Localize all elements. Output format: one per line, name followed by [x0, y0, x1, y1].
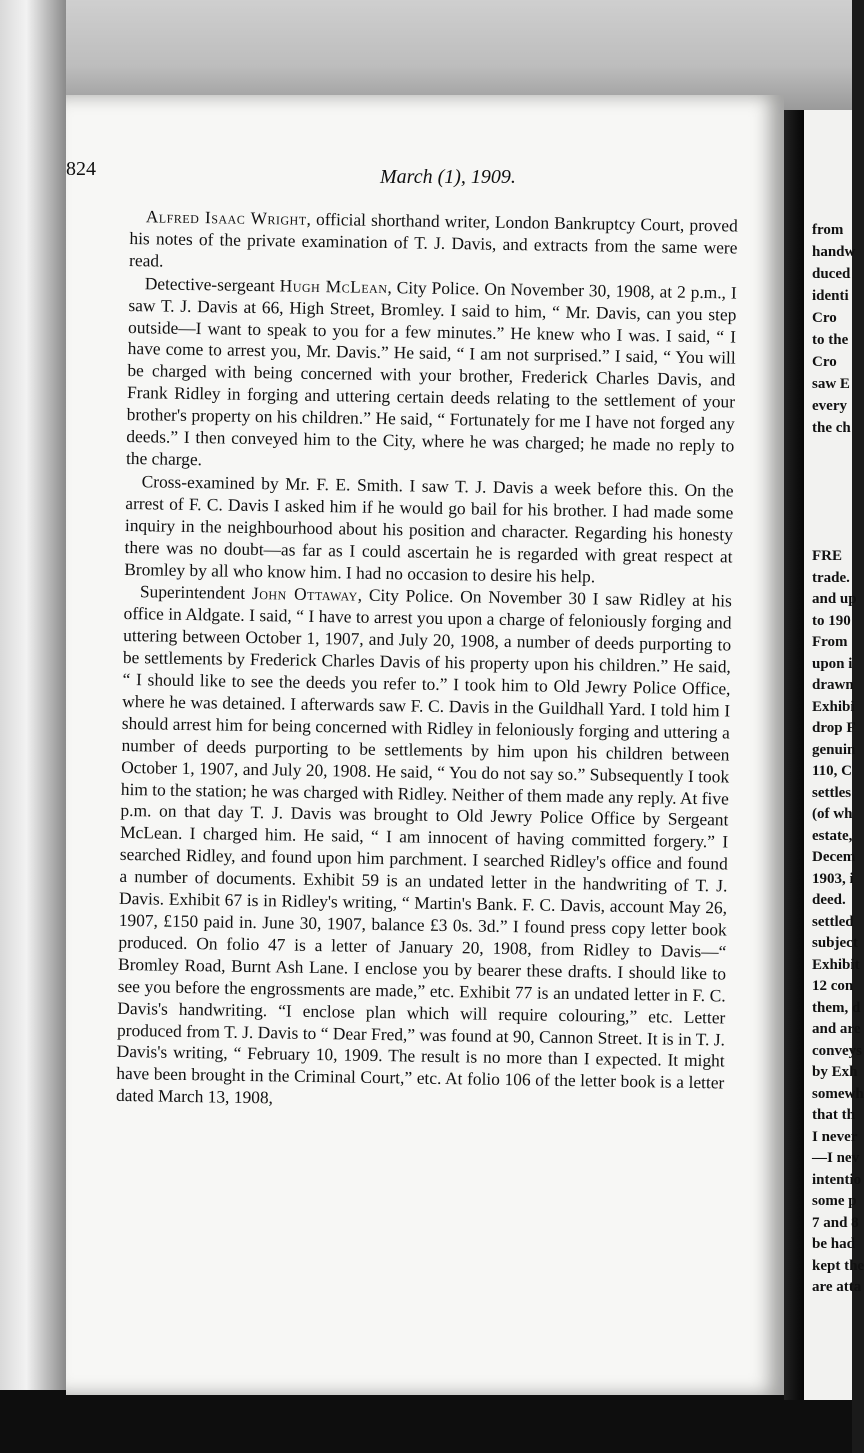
witness-name: John Ottaway: [251, 583, 358, 606]
paragraph-prefix: Superintendent: [139, 581, 253, 604]
facing-page-fragment: 1903, i: [812, 870, 854, 887]
facing-page-fragment: duced: [812, 266, 851, 282]
facing-page-fragment: settles: [812, 784, 852, 801]
facing-page-fragment: from: [812, 222, 844, 238]
facing-page-fragment: (of wh: [812, 806, 853, 822]
page-title: March (1), 1909.: [380, 166, 516, 188]
facing-page-fragment: to the: [812, 332, 849, 348]
facing-page-fragment: and up: [812, 591, 857, 607]
scan-left-edge: [0, 0, 66, 1453]
paragraph: [129, 206, 738, 281]
paragraph-text: , City Police. On November 30, 1908, at 2 p.m., I saw T. J. Davis at 66, High Street, Bromley. I said to him, “ Mr. Davis, can you step outside—I want to speak to you for a few minutes.” He knew who I was. I said, “ I have come to arrest you, Mr. Davis.” He said, “ I am not surprised.” I said, “ You will be charged with being concerned with your brother, Frederick Charles Davis, and Frank Ridley in forging and uttering certain deeds relating to the settlement of your brother's property on his children.” He said, “ Fortunately for me I have not forged any deeds.” I then conveyed him to the City, where he was charged; he made no reply to the charge.: [125, 276, 737, 470]
facing-page-fragment: handw: [812, 244, 856, 260]
paragraph-prefix: Detective-sergeant: [144, 272, 280, 296]
scan-bottom-shadow: [0, 1390, 852, 1453]
facing-page-fragment: intentio: [812, 1171, 862, 1188]
facing-page-fragment: FRE: [812, 548, 842, 564]
facing-page-fragment: some p: [812, 1193, 857, 1209]
scan-top-margin: [0, 0, 852, 110]
body-text: [116, 206, 738, 1118]
facing-page-fragment: Cro: [812, 354, 837, 370]
facing-page-fragment: that th: [812, 1107, 855, 1123]
paragraph: [126, 273, 737, 480]
facing-page-fragment: by Exh: [812, 1064, 858, 1080]
facing-page-fragment: to 190: [812, 612, 851, 629]
facing-page-fragment: genuin: [812, 741, 856, 758]
witness-name: Hugh McLean: [279, 275, 388, 297]
facing-page-fragment: Decem: [812, 849, 856, 865]
facing-page-fragment: 12 con: [812, 978, 854, 994]
facing-page-fragment: saw E: [812, 376, 850, 392]
facing-page-fragment: I never: [812, 1128, 858, 1145]
facing-page-fragment: conveys: [812, 1042, 862, 1059]
facing-page-fragment: Cro: [812, 310, 837, 326]
facing-page-fragment: and are: [812, 1021, 861, 1037]
facing-page-fragment: drop F: [812, 720, 856, 736]
facing-page-fragment: 110, C: [812, 763, 853, 779]
paragraph-text: , City Police. On November 30 I saw Ridley at his office in Aldgate. I said, “ I have to arrest you upon a charge of feloniously forging and uttering between October 1, 1907, and July 20, 1908, a number of deeds purporting to be settlements by Frederick Charles Davis of his property upon his children.” He said, “ I should like to see the deeds you refer to.” I took him to Old Jewry Police Office, where he was detained. I afterwards saw F. C. Davis in the Guildhall Yard. I told him I should arrest him for being concerned with Ridley in feloniously forging and uttering a number of deeds purporting to be settlements by him upon his children between October 1, 1907, and July 20, 1908. He said, “ You do not say so.” Subsequently I took him to the station; he was charged with Ridley. Neither of them made any reply. At five p.m. on that day T. J. Davis was brought to Old Jewry Police Office by Sergeant McLean. I charged him. He said, “ I am innocent of having committed forgery.” I searched Ridley, and found upon him parchment. I searched Ridley's office and found a number of documents. Exhibit 59 is an undated letter in the handwriting of T. J. Davis. Exhibit 67 is in Ridley's writing, “ Martin's Bank. F. C. Davis, account May 26, 1907, £150 paid in. June 30, 1907, balance £3 0s. 3d.” I found press copy letter book produced. On folio 47 is a letter of January 20, 1908, from Ridley to Davis—“ Bromley Road, Burnt Ash Lane. I enclose you by bearer these drafts. I should like to see you before the engrossments are made,” etc. Exhibit 77 is an undated letter in F. C. Davis's handwriting. “I enclose plan which will require colouring,” etc. Letter produced from T. J. Davis to “ Dear Fred,” was found at 90, Cannon Street. It is in T. J. Davis's writing, “ February 10, 1909. The result is no more than I expected. It might have been brought in the Criminal Court,” etc. At folio 106 of the letter book is a letter dated March 13, 1908,: [115, 585, 733, 1108]
facing-page-fragment: 7 and 8: [812, 1214, 859, 1231]
facing-page-fragment: be had: [812, 1236, 855, 1252]
facing-page-fragment: them, d: [812, 999, 861, 1016]
facing-page-fragment: —I nev: [812, 1150, 860, 1166]
facing-page-fragment: From: [812, 634, 848, 650]
facing-page-fragment: trade.: [812, 569, 850, 586]
facing-page-fragment: deed.: [812, 892, 846, 908]
facing-page-fragment: upon i: [812, 655, 853, 672]
paragraph-text: Cross-examined by Mr. F. E. Smith. I saw T. J. Davis a week before this. On the arrest of F. C. Davis I asked him if he would go bail for his brother. I had made some inquiry in the neighbourhood about his position and character. Regarding his honesty there was no doubt—as far as I could ascertain he is regarded with great respect at Bromley by all who know him. I had no occasion to desire his help.: [124, 471, 734, 586]
paragraph: [116, 581, 732, 1116]
facing-page-fragment: every: [812, 398, 847, 414]
facing-page-fragment: drawn: [812, 677, 854, 693]
facing-page-fragment: Exhibit: [812, 956, 860, 973]
facing-page-fragment: are atta: [812, 1279, 862, 1295]
facing-page-fragment: somewh: [812, 1085, 864, 1102]
paragraph: [124, 471, 734, 590]
facing-page-fragment: kept the: [812, 1257, 864, 1274]
facing-page-fragment: estate,: [812, 827, 853, 844]
facing-page-fragment: identi: [812, 288, 849, 304]
facing-page-fragment: the ch: [812, 420, 851, 436]
witness-name: Alfred Isaac Wright: [145, 206, 307, 229]
facing-page-fragment: settled: [812, 913, 854, 930]
book-gutter: [784, 110, 804, 1400]
page-number: 824: [66, 158, 96, 180]
facing-page-fragment: Exhibi: [812, 698, 855, 715]
facing-page-edge: [804, 110, 864, 1400]
facing-page-fragment: subject: [812, 935, 858, 951]
paragraph-text: , official shorthand writer, London Bankruptcy Court, proved his notes of the private examination of T. J. Davis, and extracts from the same were read.: [128, 208, 738, 271]
